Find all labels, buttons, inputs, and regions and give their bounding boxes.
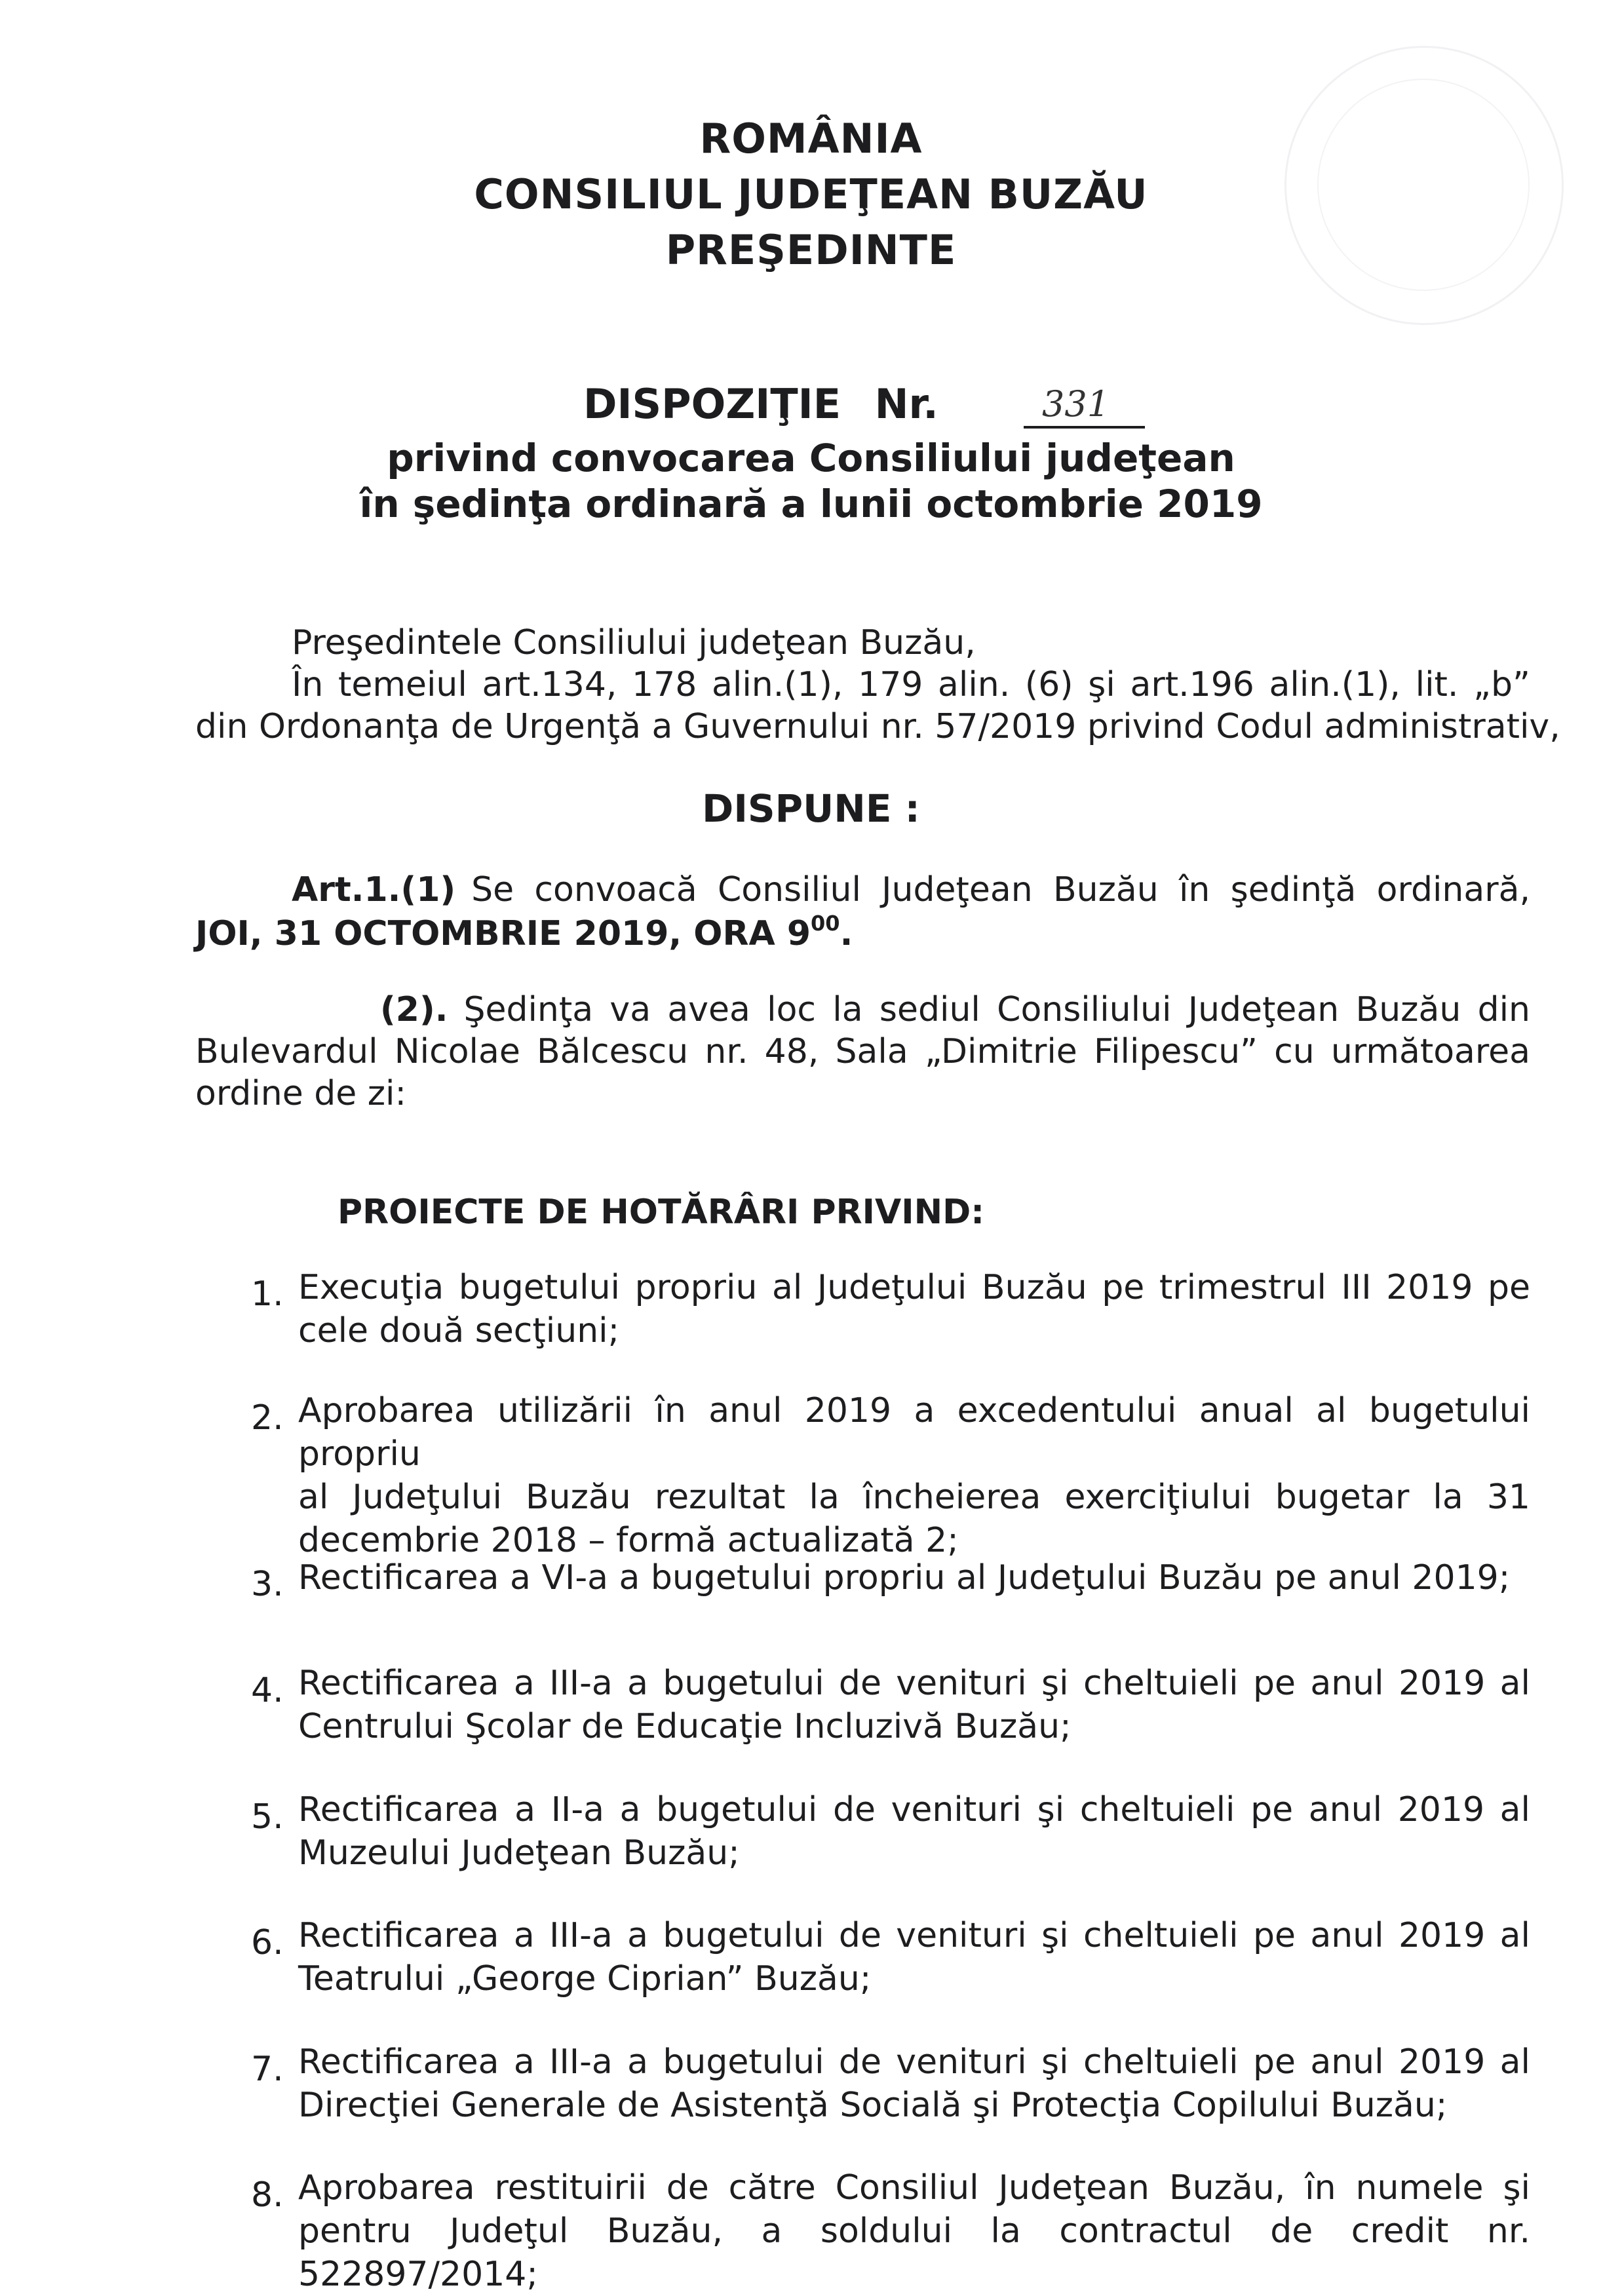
agenda-num-4: 4. [251,1671,284,1710]
agenda-num-7: 7. [251,2050,284,2089]
preamble-line-1: Preşedintele Consiliului judeţean Buzău, [292,623,976,662]
agenda-num-1: 1. [251,1274,284,1314]
art1-2-line-2: Bulevardul Nicolae Bălcescu nr. 48, Sala „Dimitrie Filipescu” cu următoarea [195,1032,1530,1071]
agenda-num-6: 6. [251,1923,284,1962]
agenda-item-6-line-1: Rectificarea a III-a a bugetului de venituri şi cheltuieli pe anul 2019 al [298,1916,1530,1955]
art1-datetime-end: . [840,914,853,953]
document-title [583,380,938,428]
art1-2-text: Şedinţa va avea loc la sediul Consiliului Judeţean Buzău din [463,990,1530,1029]
agenda-item-8-line-1: Aprobarea restituirii de către Consiliul Judeţean Buzău, în numele şi [298,2168,1530,2208]
agenda-item-1 [298,1266,1530,1352]
dispune-heading: DISPUNE : [702,786,920,831]
agenda-num-2: 2. [251,1398,284,1438]
header-country: ROMÂNIA [699,115,923,163]
agenda-item-1-line-1: Execuţia bugetului propriu al Judeţului Buzău pe trimestrul III 2019 pe [298,1268,1530,1307]
agenda-item-1-line-2: cele două secţiuni; [298,1311,620,1350]
preamble-line-3: din Ordonanţa de Urgenţă a Guvernului nr. 57/2019 privind Codul administrativ, [195,707,1560,746]
agenda-item-2 [298,1389,1530,1562]
art1-datetime [195,912,853,955]
agenda-item-7-line-1: Rectificarea a III-a a bugetului de venituri şi cheltuieli pe anul 2019 al [298,2042,1530,2082]
header-office: PREŞEDINTE [665,226,957,274]
art1-2-line-1 [380,988,1530,1031]
title-label: DISPOZIŢIE [583,380,841,428]
section-title: PROIECTE DE HOTĂRÂRI PRIVIND: [338,1193,985,1232]
art1-2-label: (2). [380,990,448,1029]
art1-2-line-3: ordine de zi: [195,1074,407,1113]
agenda-item-2-line-2: al Judeţului Buzău rezultat la încheierea exerciţiului bugetar la 31 [298,1478,1530,1517]
title-nr-label: Nr. [874,380,938,428]
agenda-item-2-line-3: decembrie 2018 – formă actualizată 2; [298,1521,959,1560]
agenda-num-3: 3. [251,1565,284,1604]
agenda-item-4-line-2: Centrului Şcolar de Educaţie Incluzivă Buzău; [298,1707,1072,1746]
number-underline [1024,426,1145,429]
agenda-item-3-line-1: Rectificarea a VI-a a bugetului propriu al Judeţului Buzău pe anul 2019; [298,1558,1511,1598]
agenda-num-8: 8. [251,2175,284,2215]
preamble-line-2: În temeiul art.134, 178 alin.(1), 179 alin. (6) şi art.196 alin.(1), lit. „b” [292,665,1530,704]
agenda-item-8 [298,2166,1530,2296]
agenda-item-6-line-2: Teatrului „George Ciprian” Buzău; [298,1959,872,1999]
agenda-num-5: 5. [251,1797,284,1837]
agenda-item-4 [298,1662,1530,1748]
art1-label: Art.1.(1) [292,870,456,909]
agenda-item-8-line-2: pentru Judeţul Buzău, a soldului la contractul de credit nr. 522897/2014; [298,2211,1530,2294]
header-council: CONSILIUL JUDEŢEAN BUZĂU [474,170,1148,218]
agenda-item-7 [298,2040,1530,2127]
agenda-item-5-line-1: Rectificarea a II-a a bugetului de venituri şi cheltuieli pe anul 2019 al [298,1790,1530,1829]
agenda-item-4-line-1: Rectificarea a III-a a bugetului de venituri şi cheltuieli pe anul 2019 al [298,1664,1530,1703]
agenda-item-2-line-1: Aprobarea utilizării în anul 2019 a excedentului anual al bugetului propriu [298,1391,1530,1474]
agenda-item-7-line-2: Direcţiei Generale de Asistenţă Socială şi Protecţia Copilului Buzău; [298,2086,1448,2125]
subtitle-line-2: în şedinţa ordinară a lunii octombrie 2019 [359,482,1263,526]
agenda-item-6 [298,1914,1530,2000]
handwritten-number: 331 [1042,383,1110,425]
agenda-item-5 [298,1788,1530,1875]
subtitle-line-1: privind convocarea Consiliului judeţean [387,436,1235,480]
art1-line-1 [292,868,1530,911]
agenda-item-3 [298,1556,1530,1599]
art1-datetime-sup: 00 [811,911,840,936]
art1-text: Se convoacă Consiliul Judeţean Buzău în şedinţă ordinară, [471,870,1530,909]
agenda-item-5-line-2: Muzeului Judeţean Buzău; [298,1833,740,1873]
art1-datetime-text: JOI, 31 OCTOMBRIE 2019, ORA 9 [195,914,811,953]
